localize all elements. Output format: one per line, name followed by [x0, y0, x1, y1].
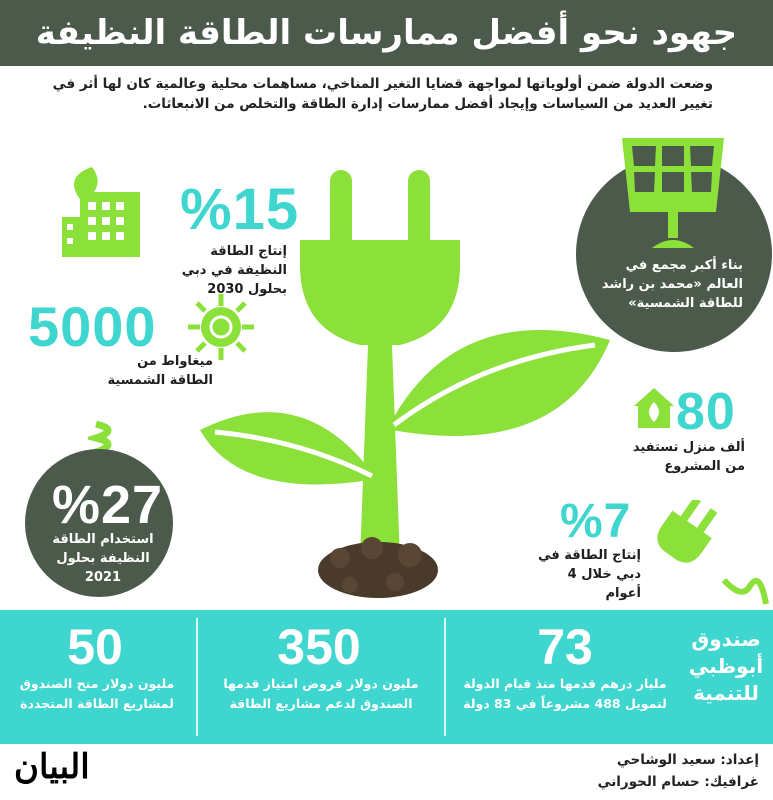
- solar-mw-label: ميغاواط من الطاقة الشمسية: [107, 354, 213, 388]
- solar-panel-icon: [612, 136, 732, 266]
- fund-name: صندوق أبوظبي للتنمية: [688, 627, 764, 705]
- band-divider: [444, 618, 446, 736]
- solar-park-label: بناء أكبر مجمع في العالم «محمد بن راشد للطاقة الشمسية»: [601, 258, 743, 311]
- page-title: جهود نحو أفضل ممارسات الطاقة النظيفة: [0, 0, 773, 66]
- clean-energy-2030-value: %15: [180, 177, 300, 242]
- green-building-icon: [52, 162, 162, 262]
- credit-graphics: غرافيك: حسام الحوراني: [597, 774, 759, 790]
- credit-prepared: إعداد: سعيد الوشاحي: [616, 752, 759, 768]
- fund-item-value: 73: [537, 619, 593, 675]
- clean-energy-2030-label: إنتاج الطاقة النظيفة في دبي بحلول 2030: [181, 244, 287, 297]
- fund-item-label: مليون دولار قروض امتياز قدمها الصندوق لدعم مشاريع الطاقة: [223, 676, 419, 711]
- fund-item-value: 350: [277, 619, 361, 675]
- homes-value: 80: [676, 383, 736, 441]
- band-divider: [196, 618, 198, 736]
- clean-use-2021-label: استخدام الطاقة النظيفة بحلول 2021: [52, 532, 154, 585]
- fund-item-label: مليون دولار منح الصندوق لمشاريع الطاقة المتجددة: [19, 676, 175, 711]
- solar-mw-value: 5000: [28, 295, 157, 358]
- clean-use-2021-value: %27: [52, 475, 164, 535]
- homes-label: ألف منزل تستفيد من المشروع: [632, 440, 745, 474]
- fund-item-value: 50: [67, 619, 123, 675]
- intro-paragraph: وضعت الدولة ضمن أولوياتها لمواجهة قضايا التغير المناخي، مساهمات محلية وعالمية كان لها أثر في تغيير العديد من السياسات وإيجاد أفضل ممارسات إدارة الطاقة والتخلص من الانبعاثات.: [52, 76, 713, 112]
- dubai-energy-value: %7: [560, 495, 632, 548]
- power-plug-icon: [642, 500, 772, 610]
- fund-item-label: مليار درهم قدمها منذ قيام الدولة لتمويل 488 مشروعاً في 83 دولة: [463, 676, 667, 711]
- green-house-icon: [632, 386, 676, 430]
- newspaper-logo: البيان: [14, 747, 90, 787]
- dubai-energy-label: إنتاج الطاقة في دبي خلال 4 أعوام: [538, 548, 641, 601]
